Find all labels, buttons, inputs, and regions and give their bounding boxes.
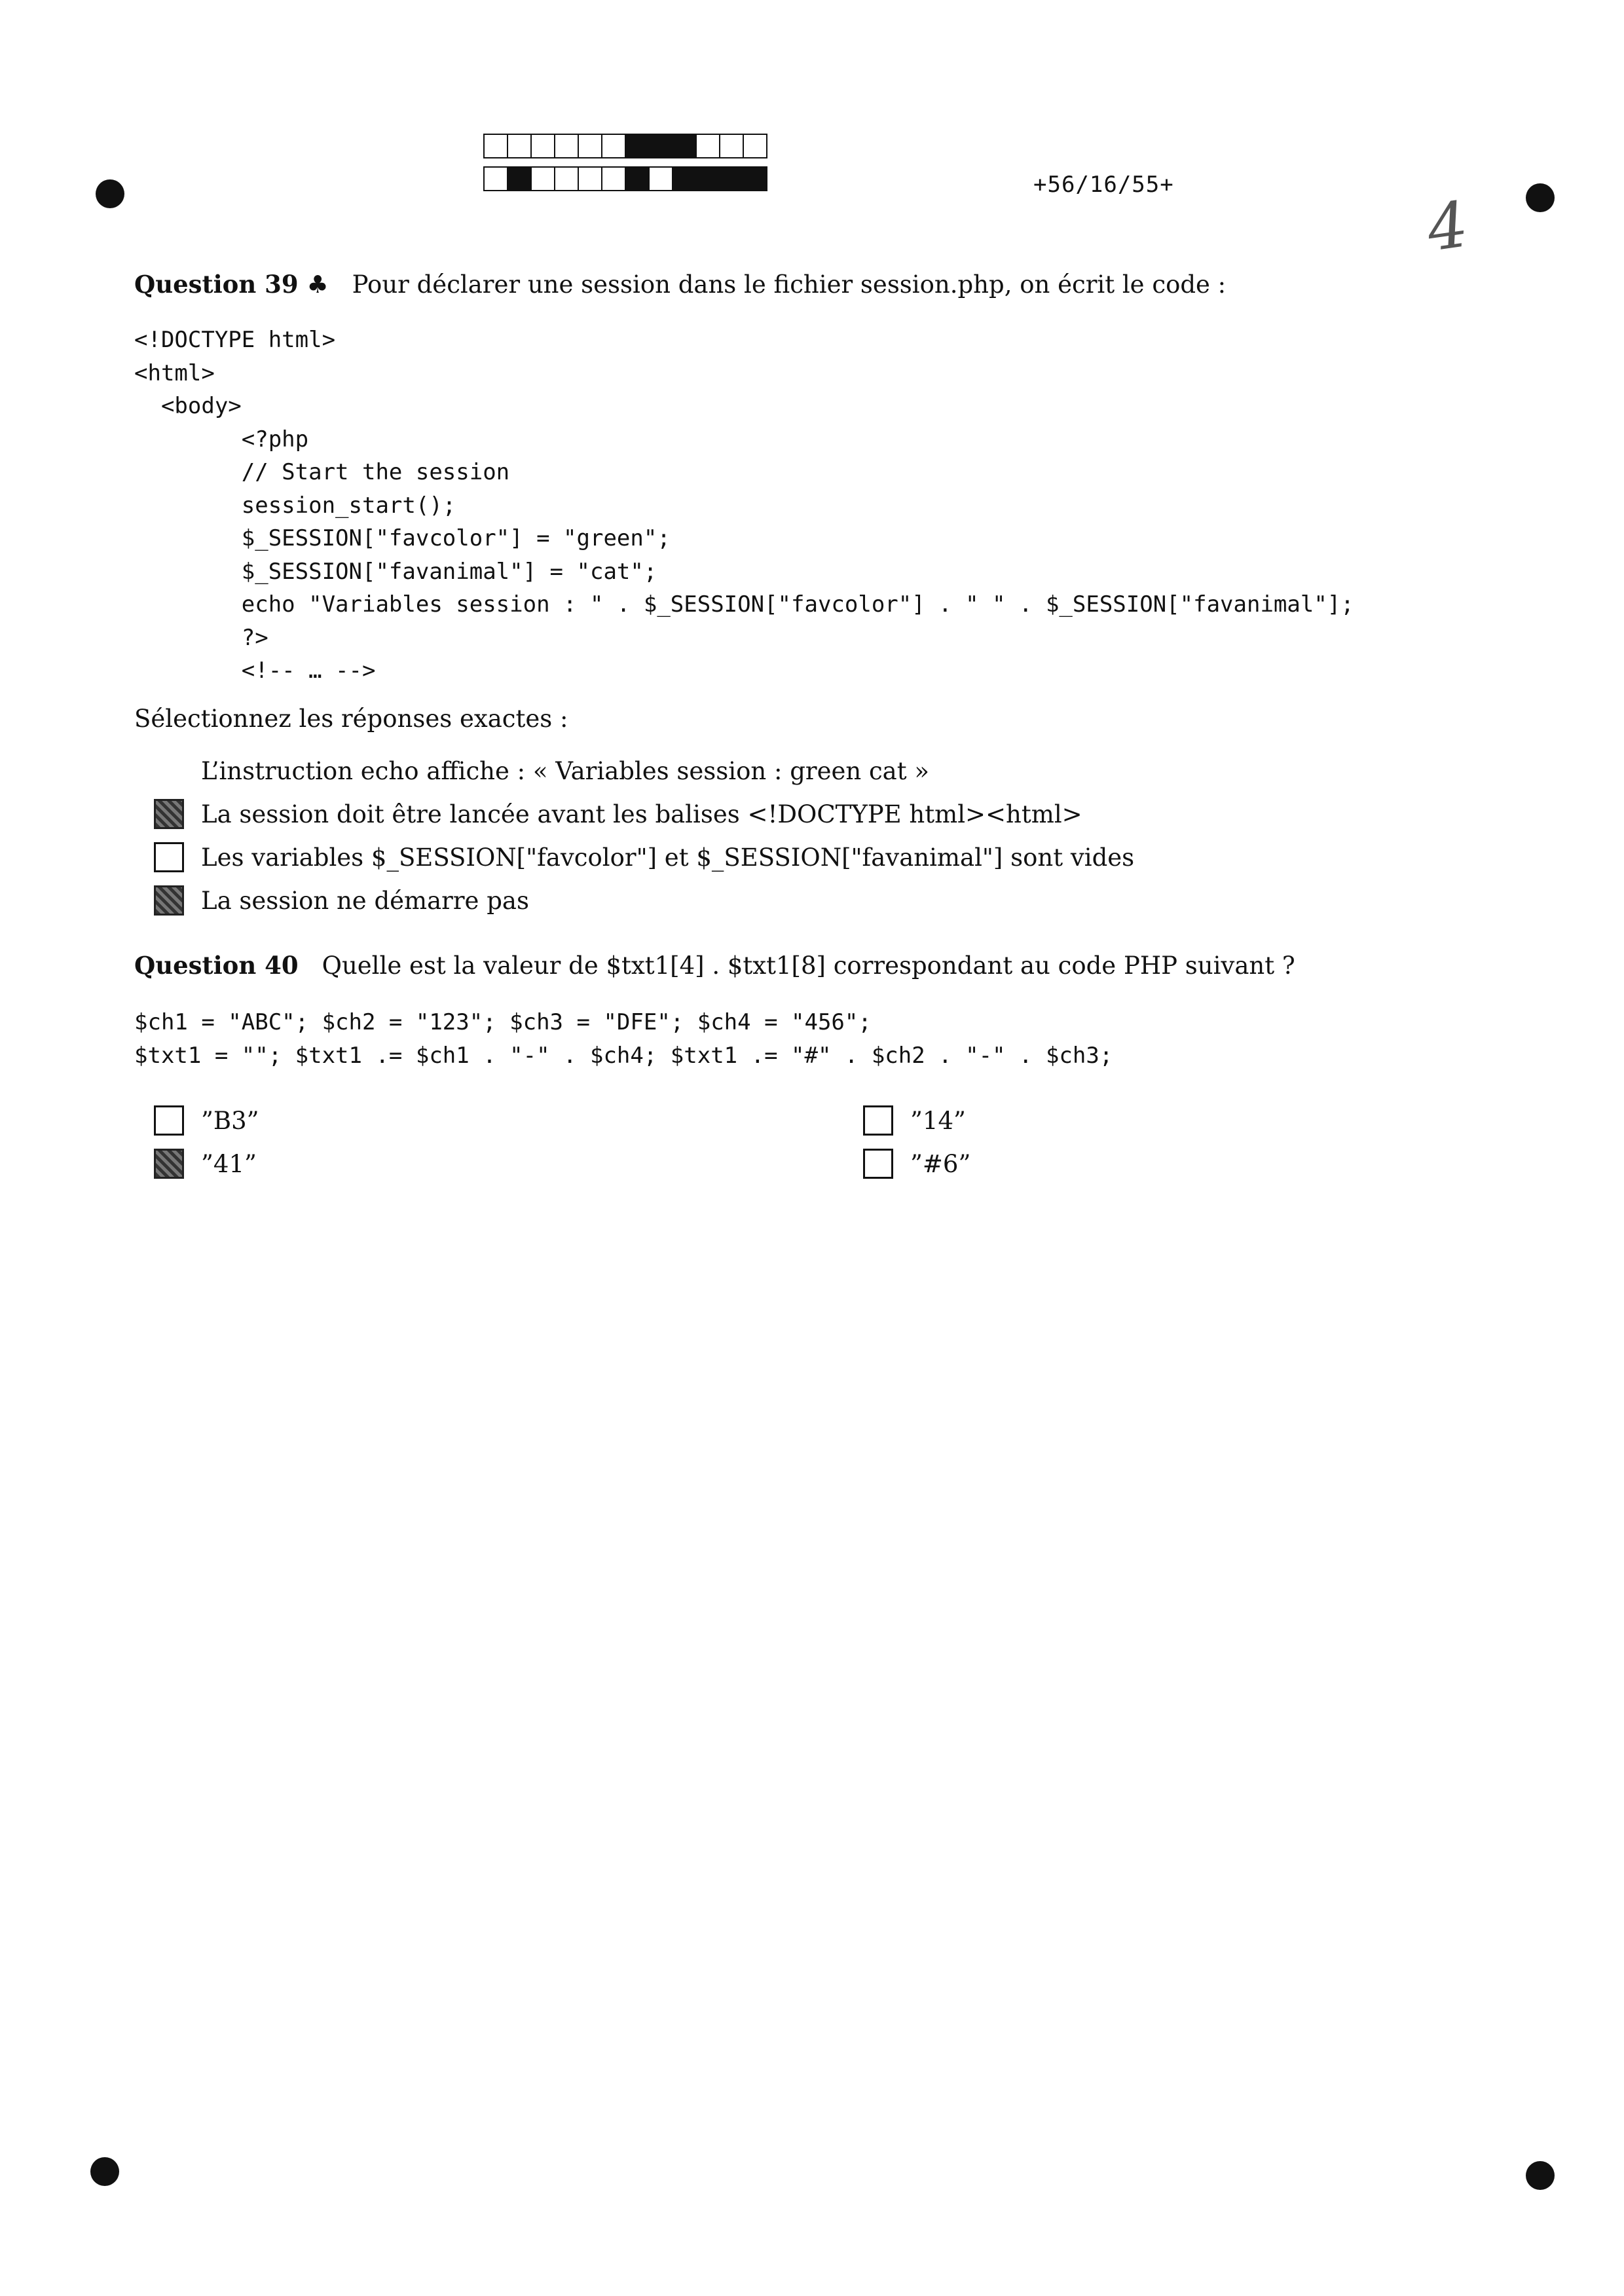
barcode-cell <box>695 134 720 158</box>
registration-dot-top-right <box>1526 183 1555 212</box>
q40-answer-2[interactable] <box>154 1149 257 1179</box>
answer-label: La session doit être lancée avant les balises <!DOCTYPE html><html> <box>201 800 1082 828</box>
barcode-cell <box>507 134 532 158</box>
barcode-cell <box>483 166 508 191</box>
checkbox[interactable] <box>154 1105 184 1136</box>
question-40-number: Question 40 <box>134 951 299 980</box>
q39-answer-3[interactable] <box>154 842 1134 872</box>
barcode-cell <box>625 134 650 158</box>
code-line: session_start(); <box>134 492 456 519</box>
page-id: +56/16/55+ <box>1033 172 1174 198</box>
code-line: $_SESSION["favcolor"] = "green"; <box>134 525 671 551</box>
answer-label: ”14” <box>910 1106 966 1135</box>
code-line: echo "Variables session : " . $_SESSION["favcolor"] . " " . $_SESSION["favanimal"]; <box>134 591 1354 618</box>
answer-label: La session ne démarre pas <box>201 886 529 915</box>
code-line: // Start the session <box>134 459 510 485</box>
barcode-cell <box>648 134 673 158</box>
code-line: <!DOCTYPE html> <box>134 327 336 353</box>
barcode-cell <box>507 166 532 191</box>
checkbox[interactable] <box>863 1105 893 1136</box>
barcode-cell <box>648 166 673 191</box>
barcode-cell <box>530 134 555 158</box>
question-40-header <box>134 951 1295 980</box>
barcode-cell <box>483 134 508 158</box>
q40-answer-3[interactable] <box>863 1105 966 1136</box>
question-39-code <box>134 324 1354 688</box>
answer-label: ”B3” <box>201 1106 259 1135</box>
code-line: ?> <box>134 624 268 651</box>
barcode-cell <box>578 166 602 191</box>
question-40-code <box>134 1006 1113 1072</box>
question-40-text: Quelle est la valeur de $txt1[4] . $txt1[8] correspondant au code PHP suivant ? <box>322 952 1295 980</box>
code-line: <html> <box>134 360 215 386</box>
barcode-row-1 <box>483 134 766 160</box>
barcode-cell <box>601 134 626 158</box>
barcode-cell <box>578 134 602 158</box>
barcode-cell <box>601 166 626 191</box>
barcode-cell <box>743 166 767 191</box>
q40-answer-1[interactable] <box>154 1105 259 1136</box>
q39-answer-4[interactable] <box>154 885 529 916</box>
checkbox[interactable] <box>154 756 184 786</box>
answer-label: ”41” <box>201 1149 257 1178</box>
answer-label: ”#6” <box>910 1149 971 1178</box>
code-line: <body> <box>134 393 242 419</box>
question-39-header <box>134 270 1226 299</box>
barcode-row-2 <box>483 166 766 193</box>
checkbox-checked[interactable] <box>154 885 184 916</box>
barcode-cell <box>530 166 555 191</box>
barcode-cell <box>743 134 767 158</box>
q40-answer-4[interactable] <box>863 1149 970 1179</box>
barcode-cell <box>672 166 697 191</box>
registration-dot-bottom-right <box>1526 2161 1555 2190</box>
question-39-prompt: Sélectionnez les réponses exactes : <box>134 705 568 733</box>
q39-answer-1[interactable] <box>154 756 929 786</box>
checkbox-checked[interactable] <box>154 1149 184 1179</box>
barcode-cell <box>554 134 579 158</box>
code-line: $ch1 = "ABC"; $ch2 = "123"; $ch3 = "DFE"; $ch4 = "456"; <box>134 1009 872 1035</box>
barcode-cell <box>672 134 697 158</box>
checkbox[interactable] <box>863 1149 893 1179</box>
barcode-cell <box>625 166 650 191</box>
handwritten-mark: 4 <box>1422 187 1473 266</box>
registration-dot-top-left <box>96 179 124 208</box>
checkbox[interactable] <box>154 842 184 872</box>
barcode-cell <box>554 166 579 191</box>
question-39-number: Question 39 ♣ <box>134 270 329 299</box>
code-line: $_SESSION["favanimal"] = "cat"; <box>134 558 657 585</box>
code-line: <!-- … --> <box>134 657 376 684</box>
code-line: <?php <box>134 426 309 453</box>
code-line: $txt1 = ""; $txt1 .= $ch1 . "-" . $ch4; $txt1 .= "#" . $ch2 . "-" . $ch3; <box>134 1042 1113 1069</box>
barcode-cell <box>695 166 720 191</box>
barcode-cell <box>719 166 744 191</box>
answer-label: Les variables $_SESSION["favcolor"] et $_SESSION["favanimal"] sont vides <box>201 843 1135 872</box>
registration-dot-bottom-left <box>90 2157 119 2186</box>
barcode-cell <box>719 134 744 158</box>
checkbox-checked[interactable] <box>154 799 184 829</box>
q39-answer-2[interactable] <box>154 799 1082 829</box>
question-39-text: Pour déclarer une session dans le fichier session.php, on écrit le code : <box>352 270 1227 299</box>
answer-label: L’instruction echo affiche : « Variables session : green cat » <box>201 756 930 785</box>
